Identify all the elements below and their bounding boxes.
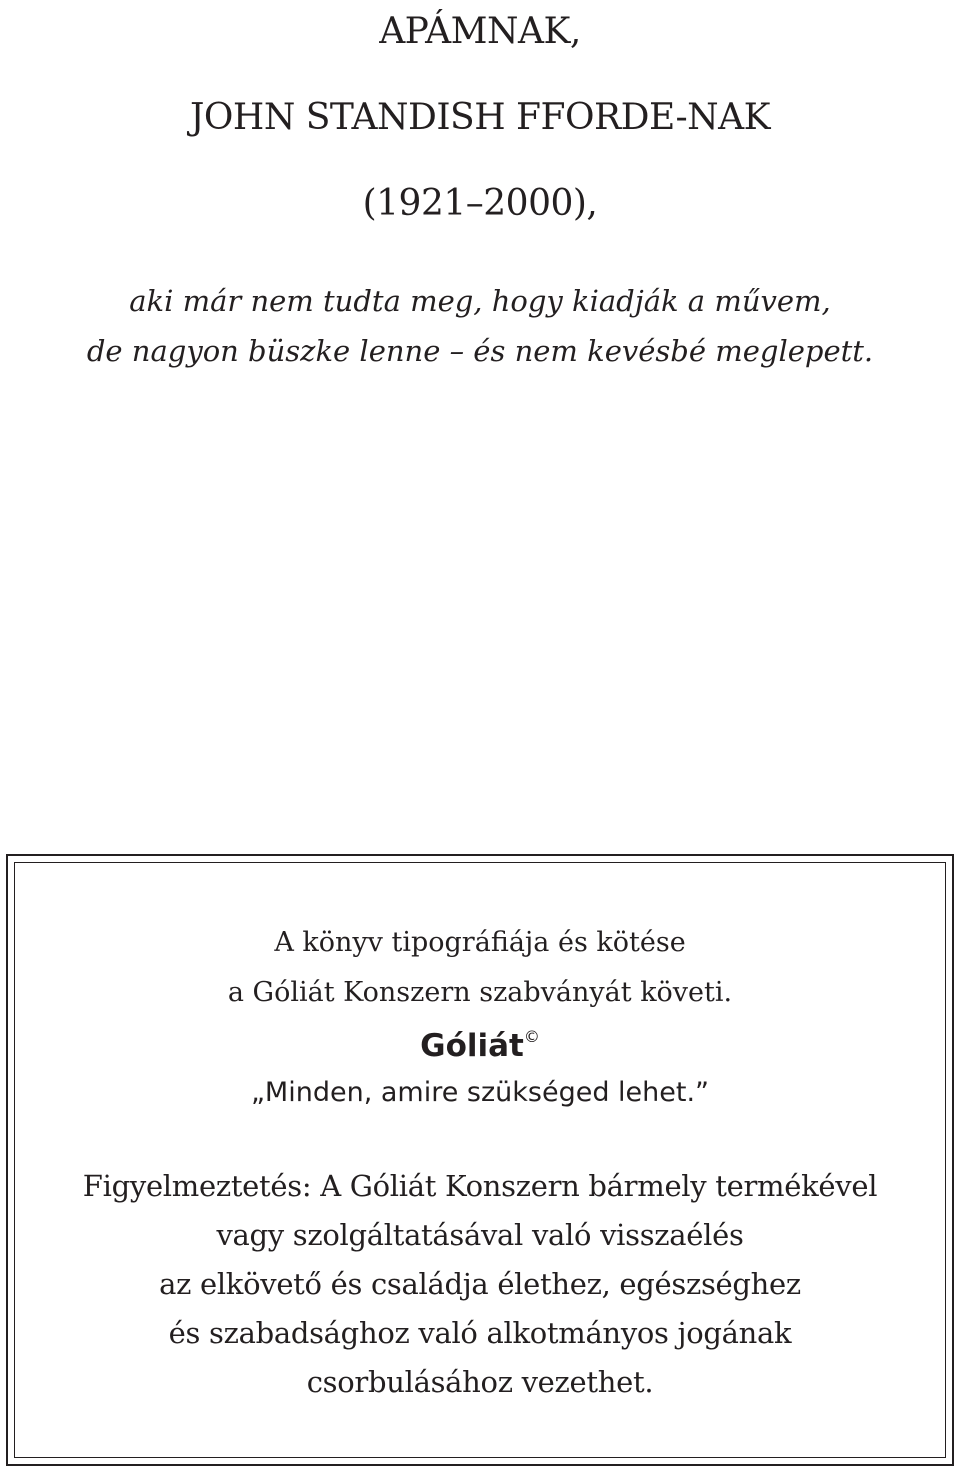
warning-line: és szabadsághoz való alkotmányos jogának bbox=[168, 1316, 792, 1350]
dedication-name: JOHN STANDISH FFORDE-NAK bbox=[189, 97, 770, 138]
brand-slogan: „Minden, amire szükséged lehet.” bbox=[250, 1077, 710, 1108]
dedication-title: APÁMNAK, bbox=[379, 11, 581, 52]
warning-line: az elkövető és családja élethez, egészséghez bbox=[159, 1267, 801, 1301]
standard-statement bbox=[0, 918, 960, 1018]
dedication-line: aki már nem tudta meg, hogy kiadják a művem, bbox=[129, 284, 831, 318]
warning-line: csorbulásához vezethet. bbox=[306, 1365, 654, 1399]
warning-line: Figyelmeztetés: A Góliát Konszern bármely termékével bbox=[82, 1169, 878, 1203]
brand-block bbox=[0, 1014, 960, 1117]
brand-name bbox=[0, 1014, 960, 1069]
dedication-line: de nagyon büszke lenne – és nem kevésbé meglepett. bbox=[86, 334, 874, 368]
standard-line: a Góliát Konszern szabványát követi. bbox=[227, 977, 733, 1008]
warning-text bbox=[0, 1162, 960, 1407]
dedication-years: (1921–2000), bbox=[362, 183, 598, 224]
standard-line: A könyv tipográfiája és kötése bbox=[274, 927, 686, 958]
copyright-mark: © bbox=[523, 1027, 540, 1046]
warning-line: vagy szolgáltatásával való visszaélés bbox=[216, 1218, 744, 1252]
brand-name-text: Góliát bbox=[420, 1028, 524, 1064]
dedication-text bbox=[0, 276, 960, 376]
